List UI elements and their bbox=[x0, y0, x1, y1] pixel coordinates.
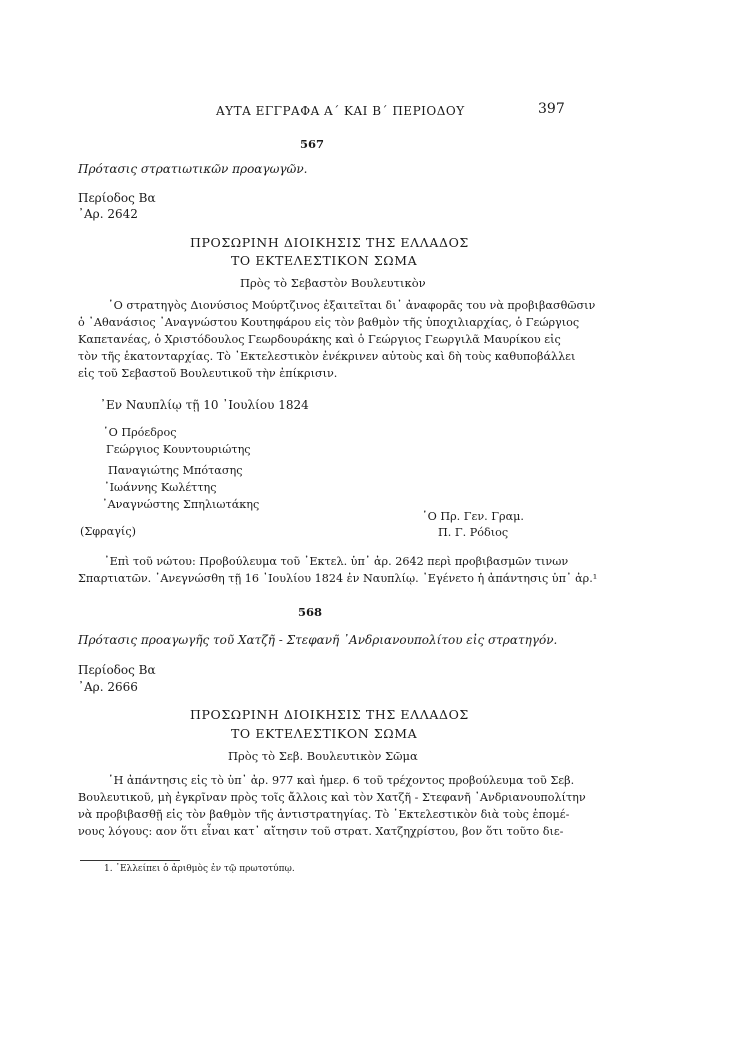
verso-note bbox=[78, 553, 597, 587]
footnote-rule bbox=[80, 860, 180, 861]
signatory: ᾿Αναγνώστης Σπηλιωτάκης bbox=[102, 498, 260, 511]
verso-line: Σπαρτιατῶν. ᾿Ανεγνώσθη τῇ 16 ᾿Ιουλίου 1824 ἐν Ναυπλίῳ. ᾿Εγένετο ἡ ἀπάντησις ὑπ᾿ ἀρ.¹ bbox=[78, 572, 598, 585]
secretary-name: Π. Γ. Ρόδιος bbox=[438, 526, 509, 539]
verso-line: ᾿Επὶ τοῦ νώτου: Προβούλευμα τοῦ ᾿Εκτελ. ὑπ᾿ ἀρ. 2642 περὶ προβιβασμῶν τινων bbox=[104, 555, 569, 568]
document-subject: Πρότασις στρατιωτικῶν προαγωγῶν. bbox=[78, 162, 308, 176]
body-line: Καπετανέας, ὁ Χριστόδουλος Γεωρδουράκης καὶ ὁ Γεώργιος Γεωργιλᾶ Μαυρίκου εἰς bbox=[78, 333, 561, 346]
page-number: 397 bbox=[538, 101, 565, 117]
addressee: Πρὸς τὸ Σεβαστὸν Βουλευτικὸν bbox=[240, 276, 426, 290]
body-line: νους λόγους: αον ὅτι εἶναι κατ᾿ αἴτησιν τοῦ στρατ. Χατζηχρίστου, βον ὅτι τοῦτο διε- bbox=[78, 825, 564, 838]
signatory: ᾿Ιωάννης Κωλέττης bbox=[104, 481, 217, 494]
document-subject: Πρότασις προαγωγῆς τοῦ Χατζῆ - Στεφανῆ ᾿Ανδριανουπολίτου εἰς στρατηγόν. bbox=[78, 633, 558, 647]
reference-number: ᾿Αρ. 2642 bbox=[78, 207, 138, 221]
letter-body bbox=[78, 297, 596, 382]
addressee: Πρὸς τὸ Σεβ. Βουλευτικὸν Σῶμα bbox=[228, 749, 418, 763]
period-label: Περίοδος Βα bbox=[78, 191, 156, 205]
body-line: εἰς τοῦ Σεβαστοῦ Βουλευτικοῦ τὴν ἐπίκρισιν. bbox=[78, 367, 338, 380]
president-name: Γεώργιος Κουντουριώτης bbox=[106, 443, 251, 456]
body-line: νὰ προβιβασθῇ εἰς τὸν βαθμὸν τῆς ἀντιστρατηγίας. Τὸ ᾿Εκτελεστικὸν διὰ τοὺς ἑπομέ- bbox=[78, 808, 570, 821]
president-label: ῾Ο Πρόεδρος bbox=[103, 426, 177, 439]
letterhead-title: ΠΡΟΣΩΡΙΝΗ ΔΙΟΙΚΗΣΙΣ ΤΗΣ ΕΛΛΑΔΟΣ bbox=[190, 707, 469, 722]
place-date: ᾿Εν Ναυπλίῳ τῇ 10 ᾿Ιουλίου 1824 bbox=[100, 398, 309, 412]
secretary-title: ῾Ο Πρ. Γεν. Γραμ. bbox=[422, 510, 524, 523]
body-line: Βουλευτικοῦ, μὴ ἐγκρῖναν πρὸς τοῖς ἄλλοις καὶ τὸν Χατζῆ - Στεφανῆ ᾿Ανδριανουπολίτην bbox=[78, 791, 586, 804]
body-line: ῾Η ἀπάντησις εἰς τὸ ὑπ᾿ ἀρ. 977 καὶ ἡμερ. 6 τοῦ τρέχοντος προβούλευμα τοῦ Σεβ. bbox=[108, 774, 575, 787]
reference-number: ᾿Αρ. 2666 bbox=[78, 680, 138, 694]
running-header: ΑΥΤΑ ΕΓΓΡΑΦΑ Α΄ ΚΑΙ Β΄ ΠΕΡΙΟΔΟΥ bbox=[216, 104, 465, 118]
document-number: 567 bbox=[300, 137, 325, 151]
period-label: Περίοδος Βα bbox=[78, 663, 156, 677]
letter-body bbox=[78, 772, 586, 840]
footnote: 1. ᾿Ελλείπει ὁ ἀριθμὸς ἐν τῷ πρωτοτύπῳ. bbox=[104, 864, 295, 874]
body-line: ῾Ο στρατηγὸς Διονύσιος Μούρτζινος ἐξαιτεῖται δι᾿ ἀναφορᾶς του νὰ προβιβασθῶσιν bbox=[108, 299, 596, 312]
body-line: τὸν τῆς ἑκατονταρχίας. Τὸ ᾿Εκτελεστικὸν ἐνέκρινεν αὐτοὺς καὶ δὴ τοὺς καθυποβάλλει bbox=[78, 350, 576, 363]
seal-note: (Σφραγίς) bbox=[80, 525, 136, 538]
signatory: Παναγιώτης Μπότασης bbox=[108, 464, 243, 477]
letterhead-subtitle: ΤΟ ΕΚΤΕΛΕΣΤΙΚΟΝ ΣΩΜΑ bbox=[231, 253, 418, 268]
body-line: ὁ ᾿Αθανάσιος ᾿Αναγνώστου Κουτηφάρου εἰς τὸν βαθμὸν τῆς ὑποχιλιαρχίας, ὁ Γεώργιος bbox=[78, 316, 580, 329]
letterhead-title: ΠΡΟΣΩΡΙΝΗ ΔΙΟΙΚΗΣΙΣ ΤΗΣ ΕΛΛΑΔΟΣ bbox=[190, 235, 469, 250]
letterhead-subtitle: ΤΟ ΕΚΤΕΛΕΣΤΙΚΟΝ ΣΩΜΑ bbox=[231, 726, 418, 741]
document-number: 568 bbox=[298, 605, 323, 619]
